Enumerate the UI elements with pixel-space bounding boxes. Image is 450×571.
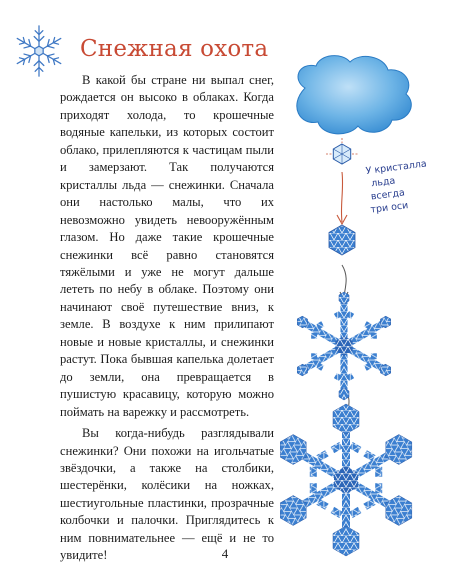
crystal-axes-note bbox=[365, 156, 447, 217]
note-line: У кристалла bbox=[365, 158, 428, 177]
note-line: льда bbox=[370, 175, 396, 190]
small-snowflake-icon bbox=[329, 225, 355, 255]
large-snowflake-icon bbox=[280, 404, 419, 556]
paragraph-1: В какой бы стране ни выпал снег, рождается он высоко в облаках. Когда приходят холода, то крошечные водяные капельки, из которых состоит облако, прилепляются к частицам пыли и замерзают. Так получаются кристаллы льда — снежинки. Сначала они настолько малы, что их невозможно увидеть невооружённым глазом. Но даже такие крошечные снежинки всё равно становятся тяжёлыми и уже не могут дальше лететь по небу в облаке. Поэтому они начинают своё путешествие вниз, к земле. В воздухе к ним прилипают новые и новые кристаллы, и снежинки растут. Пока бывшая капелька долетает до земли, она превращается в пушистую красавицу, которую можно поймать на варежку и рассмотреть. bbox=[60, 73, 274, 419]
red-arrow-icon bbox=[337, 172, 347, 224]
cloud-icon bbox=[297, 56, 411, 134]
hexagonal-crystal-icon bbox=[326, 138, 358, 164]
snowflake-growth-illustration bbox=[280, 50, 450, 565]
note-line: всегда bbox=[370, 187, 406, 203]
paragraph-2: Вы когда-нибудь разглядывали снежинки? Они похожи на игольчатые звёздочки, а также на столбики, шестерёнки, колёсики на ножках, шестиугольные пластинки, прозрачные колбочки и палочки. Приглядитесь к ним повнимательнее — ещё и не то увидите! bbox=[60, 426, 274, 563]
note-line: три оси bbox=[369, 200, 409, 216]
page-title: Снежная охота bbox=[80, 36, 269, 62]
page-number: 4 bbox=[221, 546, 229, 561]
medium-snowflake-icon bbox=[292, 292, 396, 400]
article-body bbox=[60, 72, 274, 565]
